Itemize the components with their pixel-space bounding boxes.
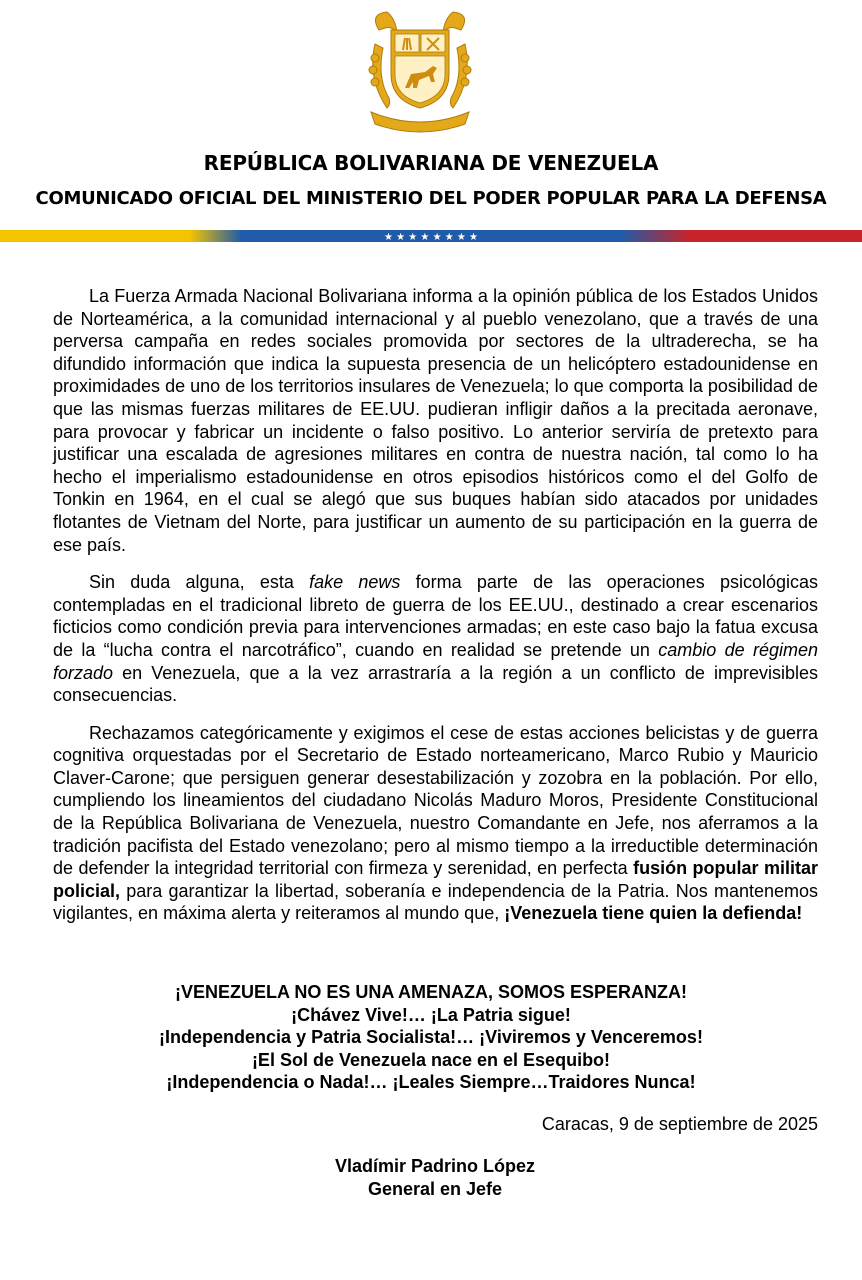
signatory-title: General en Jefe (367, 1179, 503, 1199)
band-stars: ★ ★ ★ ★ ★ ★ ★ ★ (384, 232, 478, 242)
slogan-line: ¡Independencia o Nada!… ¡Leales Siempre…Traidores Nunca! (166, 1072, 696, 1093)
coat-of-arms-icon (361, 8, 479, 136)
communique-heading: COMUNICADO OFICIAL DEL MINISTERIO DEL PODER POPULAR PARA LA DEFENSA (35, 188, 827, 209)
tricolor-band (0, 230, 862, 242)
slogan-line: ¡Independencia y Patria Socialista!… ¡Viviremos y Venceremos! (159, 1027, 703, 1048)
paragraph-2: Sin duda alguna, esta fake news forma parte de las operaciones psicológicas contempladas en el tradicional libreto de guerra de los EE.UU., destinado a crear escenarios ficticios como condición previa para intervenciones armadas; en este caso bajo la fatua excusa de la “lucha contra el narcotráfico”, cuando en realidad se pretende un cambio de régimen forzado en Venezuela, que a la vez arrastraría a la región a un conflicto de imprevisibles consecuencias. (53, 572, 818, 706)
date-line: Caracas, 9 de septiembre de 2025 (541, 1114, 818, 1134)
paragraph-3: Rechazamos categóricamente y exigimos el cese de estas acciones belicistas y de guerra cognitiva orquestadas por el Secretario de Estado norteamericano, Marco Rubio y Mauricio Claver-Carone; que persiguen generar desestabilización y zozobra en la población. Por ello, cumpliendo los lineamientos del ciudadano Nicolás Maduro Moros, Presidente Constitucional de la República Bolivariana de Venezuela, nuestro Comandante en Jefe, nos aferramos a la tradición pacifista del Estado venezolano; pero al mismo tiempo a la irreductible determinación de defender la integridad territorial con firmeza y serenidad, en perfecta fusión popular militar policial, para garantizar la libertad, soberanía e independencia de la Patria. Nos mantenemos vigilantes, en máxima alerta y reiteramos al mundo que, ¡Venezuela tiene quien la defienda! (53, 722, 818, 924)
signature-block (310, 1155, 560, 1201)
signatory-name: Vladímir Padrino López (334, 1156, 536, 1176)
slogan-line: ¡Chávez Vive!… ¡La Patria sigue! (291, 1004, 571, 1025)
republic-heading: REPÚBLICA BOLIVARIANA DE VENEZUELA (203, 151, 659, 175)
slogans-block (0, 981, 862, 1094)
communique-body (53, 285, 818, 925)
paragraph-1: La Fuerza Armada Nacional Bolivariana informa a la opinión pública de los Estados Unidos de Norteamérica, a la comunidad internacional y al pueblo venezolano, que a través de una perversa campaña en redes sociales promovida por sectores de la ultraderecha, se ha difundido información que indica la supuesta presencia de un helicóptero estadounidense en proximidades de uno de los territorios insulares de Venezuela; lo que comporta la posibilidad de que las mismas fuerzas militares de EE.UU. pudieran infligir daños a la precitada aeronave, para provocar y fabricar un incidente o falso positivo. Lo anterior serviría de pretexto para justificar una escalada de agresiones militares en contra de nuestra nación, tal como lo ha hecho el imperialismo estadounidense en otros episodios históricos como el del Golfo de Tonkin en 1964, en el cual se alegó que sus buques habían sido atacados por unidades flotantes de Vietnam del Norte, para justificar un aumento de su participación en la guerra de ese país. (53, 286, 818, 555)
slogan-line: ¡VENEZUELA NO ES UNA AMENAZA, SOMOS ESPERANZA! (174, 982, 688, 1002)
slogan-line: ¡El Sol de Venezuela nace en el Esequibo! (251, 1049, 611, 1070)
